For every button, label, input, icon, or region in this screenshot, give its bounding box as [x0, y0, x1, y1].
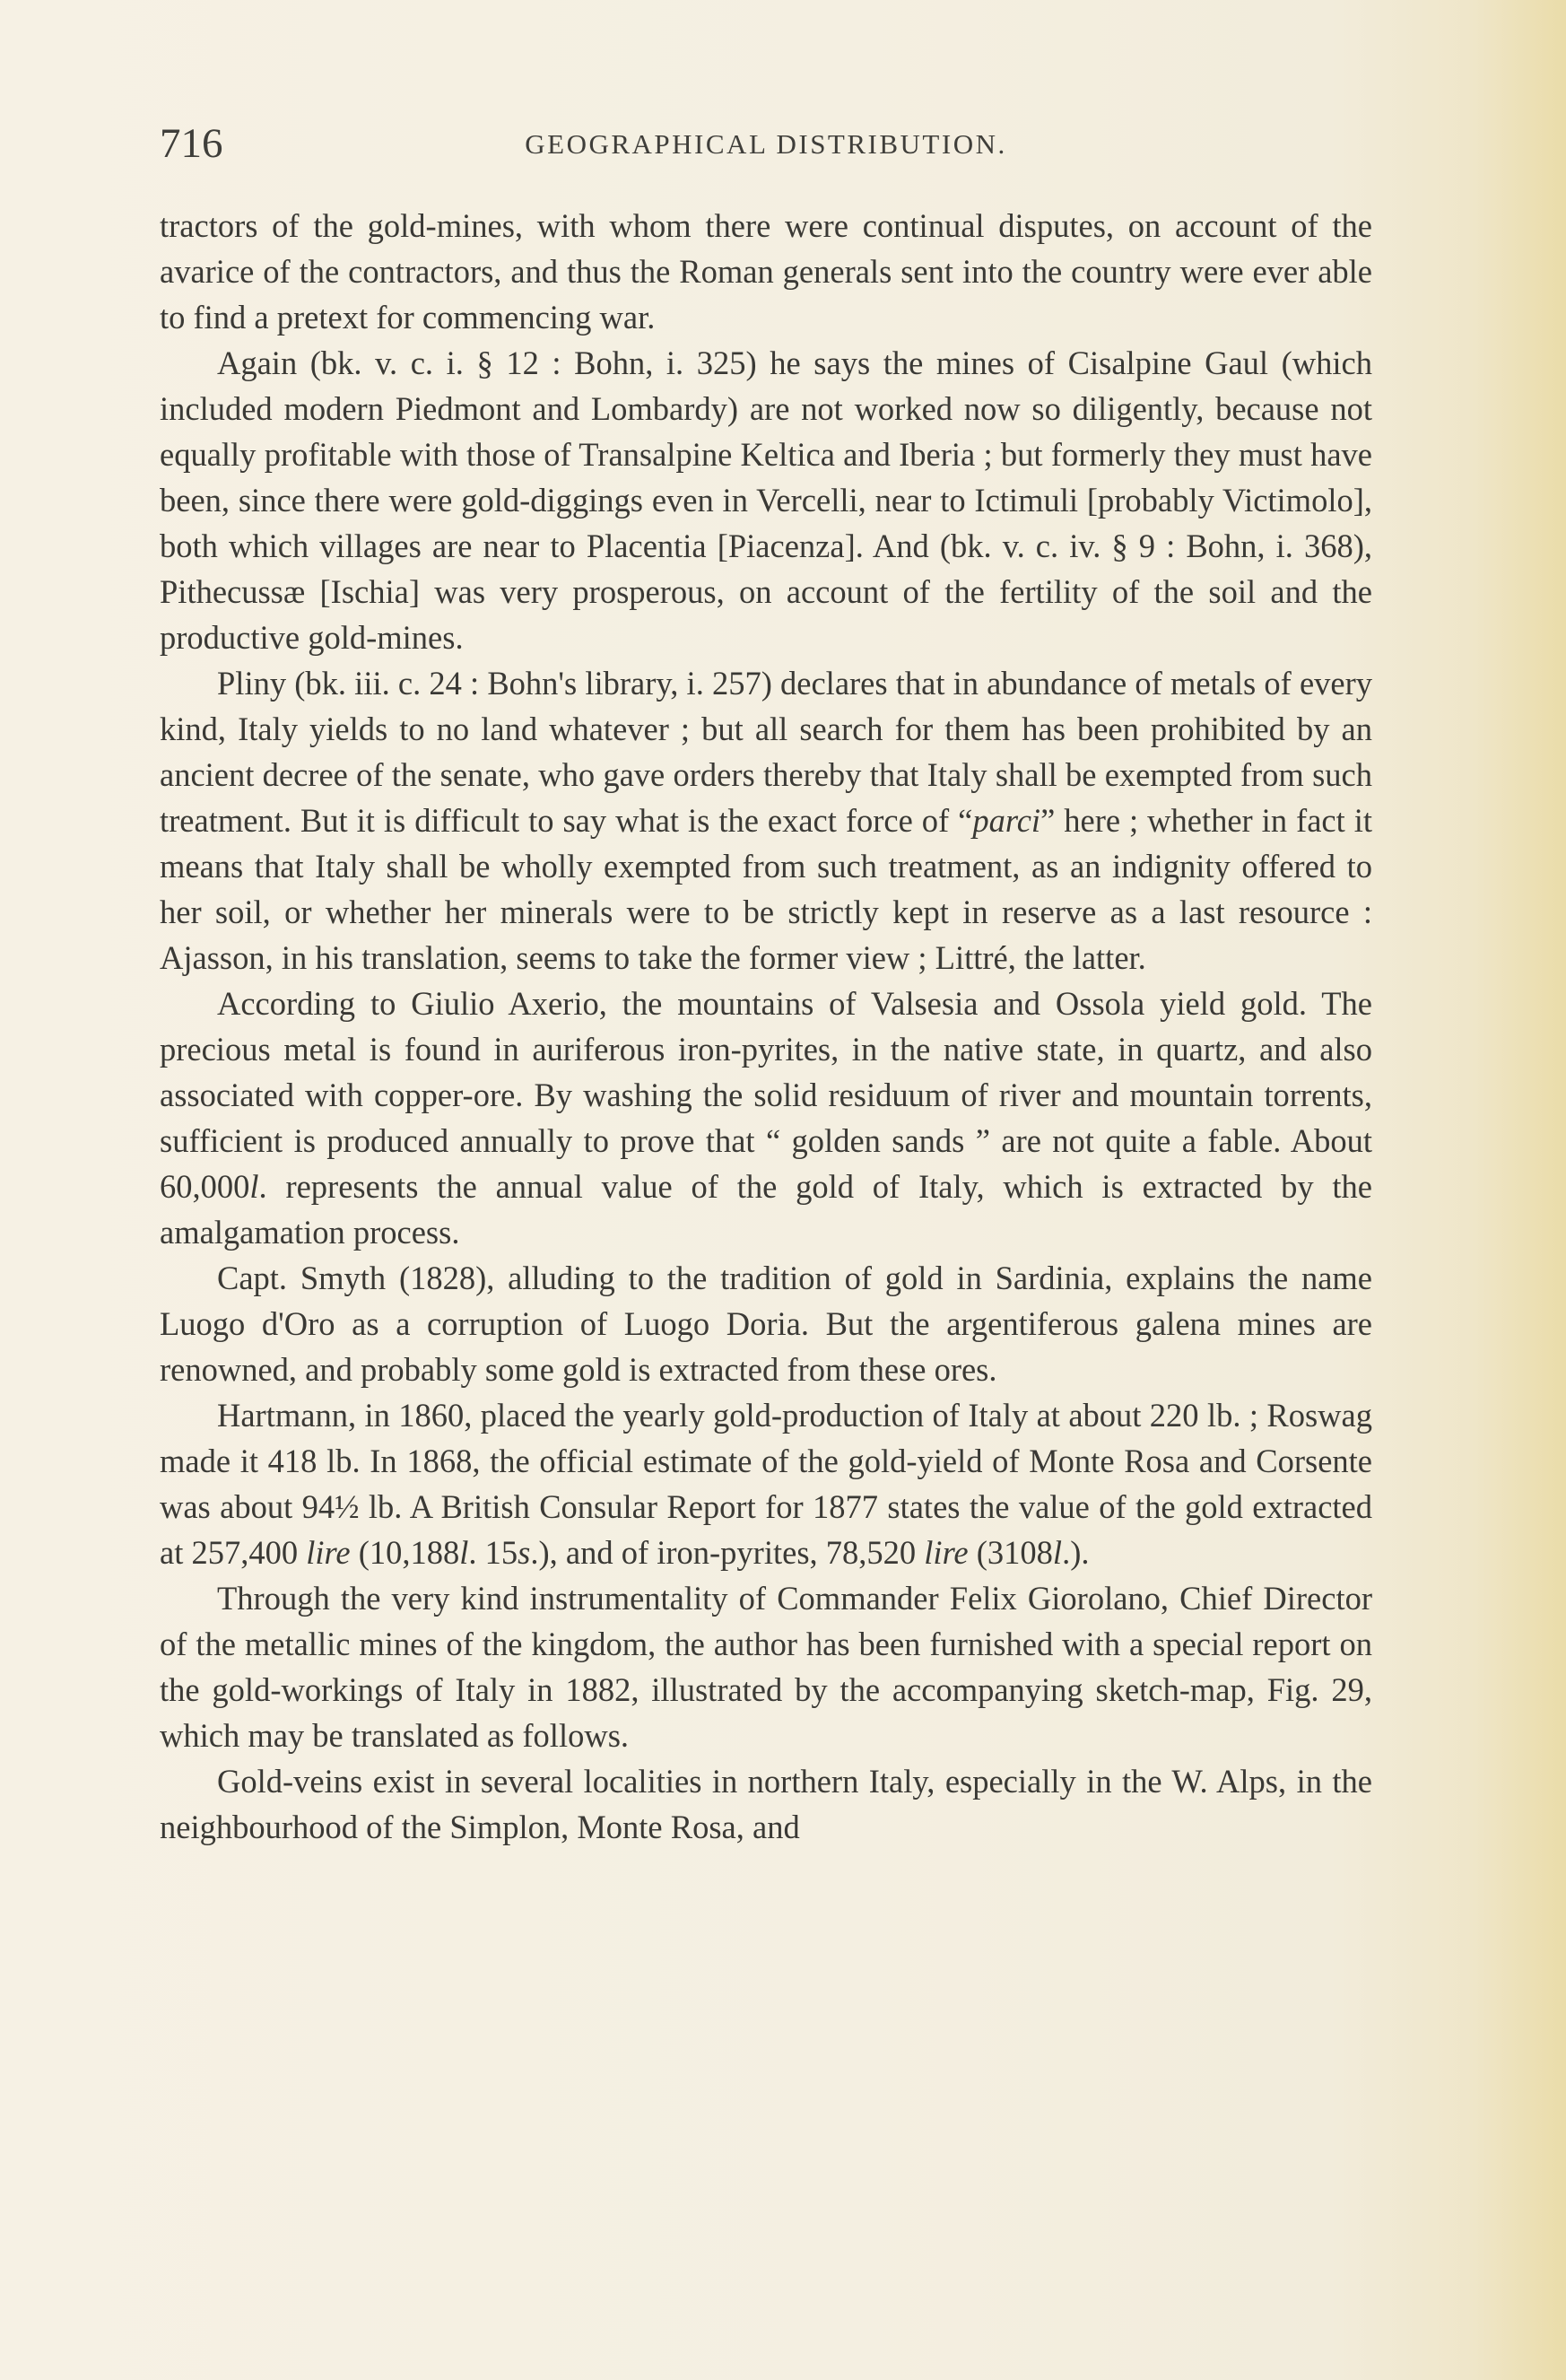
running-head: [160, 117, 1372, 170]
italic-lire-1: lire: [306, 1534, 351, 1571]
paragraph-gold-veins: Gold-veins exist in several localities in northern Italy, especially in the W. Alps, in the neighbourhood of the Simplon, Monte Rosa, and: [160, 1763, 1372, 1845]
hartmann-text-c: . 15: [468, 1534, 518, 1571]
paragraph-smyth: Capt. Smyth (1828), alluding to the tradition of gold in Sardinia, explains the name Luogo d'Oro as a corruption of Luogo Doria. But the argentiferous galena mines are renowned, and probably some gold is extracted from these ores.: [160, 1260, 1372, 1388]
italic-pound-2: l: [1052, 1534, 1063, 1571]
running-title: GEOGRAPHICAL DISTRIBUTION.: [525, 128, 1007, 160]
paragraph-axerio: [160, 981, 1372, 1255]
pliny-text-after: ” here ; whether in fact it means that Italy shall be wholly exempted from such treatment, as an indignity offered to her soil, or whether her minerals were to be strictly kept in reserve as a last resource : Ajasson, in his translation, seems to take the former view ; Littré, the latter.: [160, 802, 1372, 976]
italic-pound-1: l: [459, 1534, 469, 1571]
page-number: 716: [160, 120, 223, 167]
hartmann-text-f: .).: [1062, 1534, 1090, 1571]
hartmann-text-d: .), and of iron-pyrites, 78,520: [530, 1534, 925, 1571]
paragraph-strabo-cisalpine: Again (bk. v. c. i. § 12 : Bohn, i. 325) he says the mines of Cisalpine Gaul (which included modern Piedmont and Lombardy) are not worked now so diligently, because not equally profitable with those of Transalpine Keltica and Iberia ; but formerly they must have been, since there were gold-diggings even in Vercelli, near to Ictimuli [probably Victimolo], both which villages are near to Placentia [Piacenza]. And (bk. v. c. iv. § 9 : Bohn, i. 368), Pithecussæ [Ischia] was very prosperous, on account of the fertility of the soil and the productive gold-mines.: [160, 344, 1372, 656]
paragraph-giorolano: Through the very kind instrumentality of Commander Felix Giorolano, Chief Director of the metallic mines of the kingdom, the author has been furnished with a special report on the gold-workings of Italy in 1882, illustrated by the accompanying sketch-map, Fig. 29, which may be translated as follows.: [160, 1580, 1372, 1754]
paragraph-pliny: [160, 660, 1372, 981]
italic-lire-2: lire: [924, 1534, 969, 1571]
pliny-text-before: Pliny (bk. iii. c. 24 : Bohn's library, i. 257) declares that in abundance of metals of every kind, Italy yields to no land whatever ; but all search for them has been prohibited by an ancient decree of the senate, who gave orders thereby that Italy shall be exempted from such treatment. But it is difficult to say what is the exact force of “: [160, 665, 1372, 839]
hartmann-text-e: (3108: [968, 1534, 1053, 1571]
body-text: [160, 203, 1372, 1850]
italic-pound-sign: l: [249, 1168, 259, 1205]
axerio-text-after: . represents the annual value of the gold of Italy, which is extracted by the amalgamation process.: [160, 1168, 1372, 1251]
paragraph-continued: tractors of the gold-mines, with whom there were continual disputes, on account of the avarice of the contractors, and thus the Roman generals sent into the country were ever able to find a pretext for commencing war.: [160, 207, 1372, 336]
paragraph-hartmann: [160, 1392, 1372, 1575]
italic-term-parci: parci: [972, 802, 1041, 839]
hartmann-text-a: Hartmann, in 1860, placed the yearly gold-production of Italy at about 220 lb. ; Roswag made it 418 lb. In 1868, the official estimate of the gold-yield of Monte Rosa and Corsente was about 94½ lb. A British Consular Report for 1877 states the value of the gold extracted at 257,400: [160, 1397, 1372, 1571]
italic-shilling: s: [518, 1534, 531, 1571]
hartmann-text-b: (10,188: [350, 1534, 460, 1571]
axerio-text-before: According to Giulio Axerio, the mountains of Valsesia and Ossola yield gold. The precious metal is found in auriferous iron-pyrites, in the native state, in quartz, and also associated with copper-ore. By washing the solid residuum of river and mountain torrents, sufficient is produced annually to prove that “ golden sands ” are not quite a fable. About 60,000: [160, 985, 1372, 1205]
